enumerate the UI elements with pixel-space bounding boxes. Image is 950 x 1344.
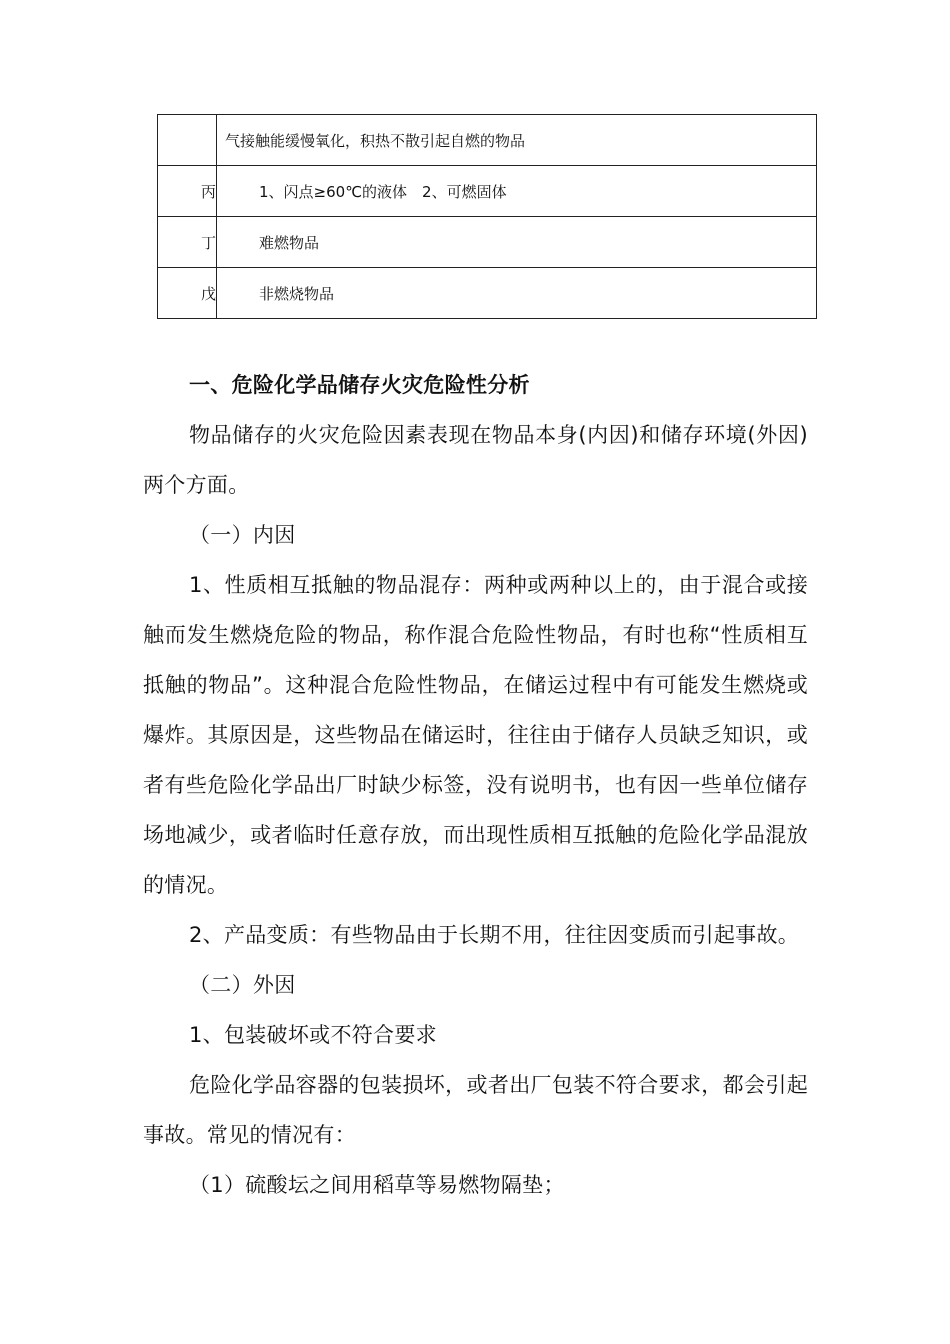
table-row <box>158 115 817 166</box>
intro-paragraph: 物品储存的火灾危险因素表现在物品本身(内因)和储存环境(外因)两个方面。 <box>143 423 808 497</box>
description-cell: 1、闪点≥60℃的液体 2、可燃固体 <box>217 166 817 217</box>
item2-paragraph: 2、产品变质：有些物品由于长期不用，往往因变质而引起事故。 <box>189 923 800 947</box>
description-cell: 气接触能缓慢氧化，积热不散引起自燃的物品 <box>217 115 817 166</box>
table-row <box>158 217 817 268</box>
fire-hazard-table <box>157 114 817 319</box>
category-cell <box>158 115 217 166</box>
description-cell: 非燃烧物品 <box>217 268 817 319</box>
description-cell: 难燃物品 <box>217 217 817 268</box>
ext-paragraph: 危险化学品容器的包装损坏，或者出厂包装不符合要求，都会引起事故。常见的情况有： <box>143 1073 808 1147</box>
ext-sub-item1: （1）硫酸坛之间用稻草等易燃物隔垫； <box>189 1173 565 1197</box>
category-cell: 丁 <box>158 217 217 268</box>
category-cell: 丙 <box>158 166 217 217</box>
external-causes-title: （二）外因 <box>189 973 296 997</box>
ext-item1: 1、包装破坏或不符合要求 <box>189 1023 437 1047</box>
table-row <box>158 268 817 319</box>
internal-causes-title: （一）内因 <box>189 523 296 547</box>
item1-paragraph: 1、性质相互抵触的物品混存：两种或两种以上的，由于混合或接触而发生燃烧危险的物品，称作混合危险性物品，有时也称“性质相互抵触的物品”。这种混合危险性物品，在储运过程中有可能发生燃烧或爆炸。其原因是，这些物品在储运时，往往由于储存人员缺乏知识，或者有些危险化学品出厂时缺少标签，没有说明书，也有因一些单位储存场地减少，或者临时任意存放，而出现性质相互抵触的危险化学品混放的情况。 <box>143 573 808 897</box>
category-cell: 戊 <box>158 268 217 319</box>
table-row <box>158 166 817 217</box>
section-heading: 一、危险化学品储存火灾危险性分析 <box>189 373 530 397</box>
